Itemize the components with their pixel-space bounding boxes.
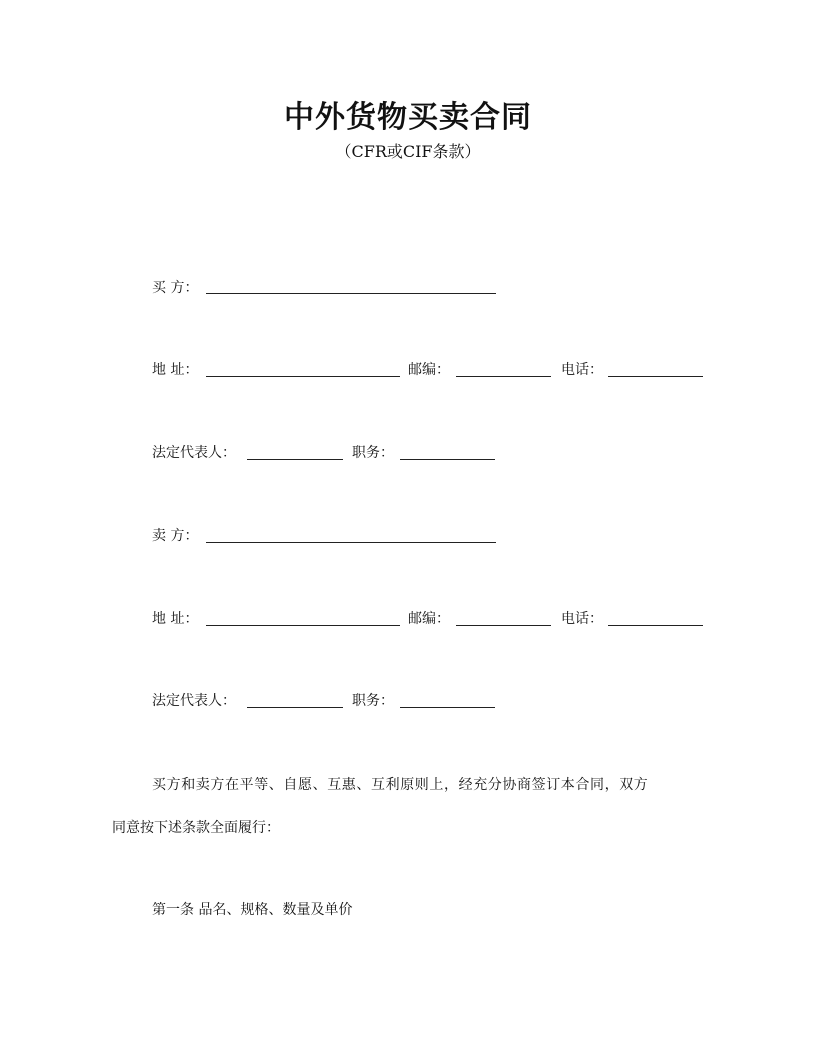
document-title: 中外货物买卖合同 — [284, 100, 532, 135]
buyer-address-field[interactable] — [206, 376, 400, 377]
seller-label: 卖 方： — [152, 528, 199, 544]
buyer-position-label: 职务： — [352, 445, 394, 461]
document-subtitle: （CFR或CIF条款） — [335, 142, 481, 161]
seller-phone-field[interactable] — [608, 625, 703, 626]
buyer-rep-label: 法定代表人： — [152, 445, 236, 461]
seller-phone-label: 电话： — [561, 611, 603, 627]
buyer-postcode-label: 邮编： — [408, 362, 450, 378]
preamble-line-1: 买方和卖方在平等、自愿、互惠、互利原则上，经充分协商签订本合同，双方 — [152, 777, 649, 793]
seller-position-field[interactable] — [400, 707, 495, 708]
seller-postcode-label: 邮编： — [408, 611, 450, 627]
buyer-address-label: 地 址： — [152, 362, 199, 378]
buyer-phone-field[interactable] — [608, 376, 703, 377]
seller-field[interactable] — [206, 542, 496, 543]
seller-postcode-field[interactable] — [456, 625, 551, 626]
buyer-phone-label: 电话： — [561, 362, 603, 378]
buyer-rep-field[interactable] — [247, 459, 343, 460]
seller-position-label: 职务： — [352, 693, 394, 709]
buyer-position-field[interactable] — [400, 459, 495, 460]
article-1-heading: 第一条 品名、规格、数量及单价 — [152, 902, 353, 918]
preamble-line-2: 同意按下述条款全面履行： — [112, 820, 280, 836]
seller-rep-label: 法定代表人： — [152, 693, 236, 709]
buyer-postcode-field[interactable] — [456, 376, 551, 377]
seller-address-field[interactable] — [206, 625, 400, 626]
buyer-label: 买 方： — [152, 280, 199, 296]
seller-rep-field[interactable] — [247, 707, 343, 708]
buyer-field[interactable] — [206, 293, 496, 294]
seller-address-label: 地 址： — [152, 611, 199, 627]
